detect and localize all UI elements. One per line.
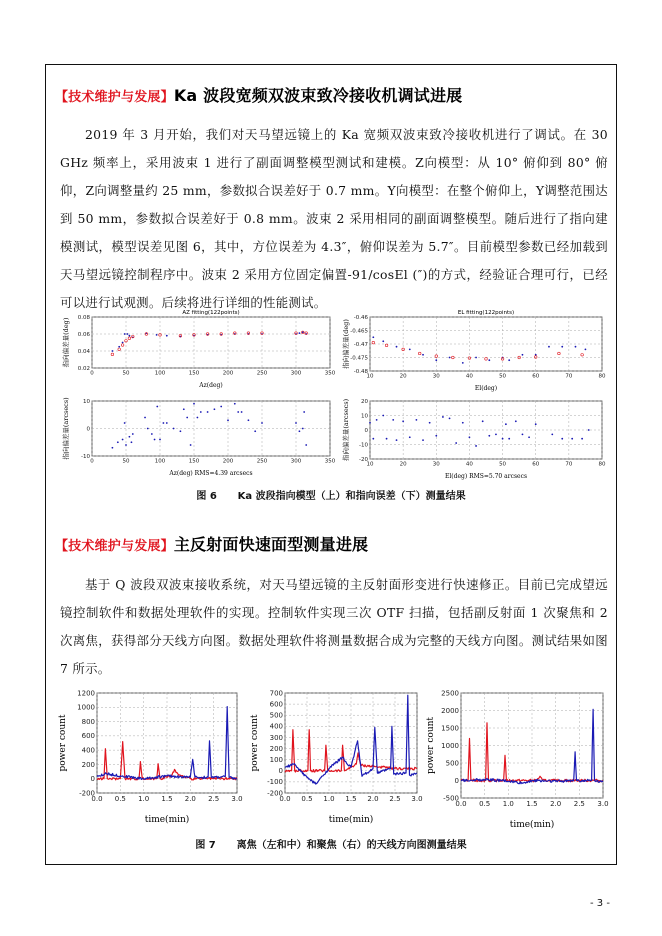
svg-text:200: 200 [222, 370, 234, 377]
svg-text:-10: -10 [81, 453, 90, 460]
svg-text:AZ fitting(122points): AZ fitting(122points) [182, 310, 240, 316]
chart-defocus-left [55, 685, 247, 825]
svg-text:800: 800 [81, 717, 95, 726]
chart-az-fitting [60, 305, 338, 390]
svg-text:80: 80 [598, 373, 606, 380]
svg-text:600: 600 [269, 700, 283, 709]
svg-text:1500: 1500 [441, 724, 459, 733]
svg-text:3.0: 3.0 [411, 795, 423, 803]
svg-text:EL fitting(122points): EL fitting(122points) [457, 310, 515, 316]
svg-text:2.5: 2.5 [208, 795, 220, 803]
svg-text:0.08: 0.08 [77, 314, 90, 321]
svg-text:1000: 1000 [77, 703, 95, 712]
svg-text:2500: 2500 [441, 689, 459, 698]
svg-text:time(min): time(min) [328, 815, 374, 825]
svg-text:-20: -20 [359, 456, 368, 463]
svg-text:30: 30 [432, 373, 440, 380]
svg-text:0.5: 0.5 [301, 795, 313, 803]
chart-defocus-middle [247, 685, 425, 825]
svg-text:0: 0 [86, 426, 90, 433]
svg-text:300: 300 [269, 733, 283, 742]
chart-el-fitting [340, 305, 610, 393]
svg-text:-100: -100 [267, 778, 283, 787]
svg-text:-0.47: -0.47 [353, 341, 368, 348]
svg-text:0: 0 [454, 776, 459, 785]
svg-text:指向偏差量(arcsecs): 指向偏差量(arcsecs) [342, 398, 350, 462]
svg-text:1200: 1200 [77, 689, 95, 698]
svg-text:0.0: 0.0 [279, 795, 291, 803]
svg-text:-10: -10 [359, 442, 368, 449]
section1-heading [55, 83, 462, 106]
svg-text:1.0: 1.0 [323, 795, 335, 803]
svg-text:0.5: 0.5 [114, 795, 126, 803]
svg-text:20: 20 [399, 373, 407, 380]
svg-text:30: 30 [432, 461, 440, 468]
svg-text:60: 60 [532, 373, 540, 380]
svg-text:600: 600 [81, 732, 95, 741]
svg-text:power count: power count [250, 714, 260, 772]
figure7-caption: 图 7 离焦（左和中）和聚焦（右）的天线方向图测量结果 [195, 840, 467, 851]
svg-text:300: 300 [290, 458, 302, 465]
svg-text:0: 0 [90, 775, 95, 784]
section2-paragraph: 基于 Q 波段双波束接收系统，对天马望远镜的主反射面形变进行快速修正。目前已完成望远镜控制软件和数据处理软件的实现。控制软件实现三次 OTF 扫描，包括副反射面 1 次聚焦和 2 次离焦，获得部分天线方向图。数据处理软件将测量数据合成为完整的天线方向图。测试结果如图 7 所示。 [60, 577, 608, 676]
svg-text:power count: power count [426, 716, 436, 775]
svg-text:150: 150 [188, 458, 200, 465]
svg-text:3.0: 3.0 [231, 795, 243, 803]
svg-text:10: 10 [366, 373, 374, 380]
svg-text:70: 70 [565, 461, 573, 468]
svg-text:time(min): time(min) [144, 815, 190, 825]
section2-heading [55, 532, 368, 555]
svg-text:10: 10 [366, 461, 374, 468]
svg-text:250: 250 [256, 458, 268, 465]
svg-text:400: 400 [269, 722, 283, 731]
svg-text:2.0: 2.0 [550, 800, 562, 808]
svg-text:2.5: 2.5 [389, 795, 401, 803]
svg-text:10: 10 [361, 413, 368, 420]
svg-text:Az(deg): Az(deg) [199, 382, 223, 389]
svg-text:50: 50 [122, 370, 130, 377]
svg-text:1.5: 1.5 [526, 800, 538, 808]
svg-text:-200: -200 [267, 789, 283, 798]
svg-text:50: 50 [122, 458, 130, 465]
svg-text:0: 0 [90, 458, 94, 465]
chart-focus-right [423, 685, 613, 830]
svg-text:2.0: 2.0 [367, 795, 379, 803]
svg-text:1.5: 1.5 [345, 795, 357, 803]
svg-text:350: 350 [324, 370, 336, 377]
svg-text:-0.465: -0.465 [350, 328, 368, 335]
svg-text:-0.46: -0.46 [353, 314, 368, 321]
svg-text:El(deg) RMS=5.70 arcsecs: El(deg) RMS=5.70 arcsecs [444, 473, 528, 480]
svg-text:350: 350 [324, 458, 336, 465]
page-number: - 3 - [590, 898, 610, 909]
svg-text:-200: -200 [79, 789, 95, 798]
svg-text:0.0: 0.0 [455, 800, 467, 808]
svg-text:指向偏差量(arcsecs): 指向偏差量(arcsecs) [62, 397, 70, 460]
svg-text:500: 500 [269, 711, 283, 720]
svg-text:100: 100 [269, 756, 283, 764]
svg-text:time(min): time(min) [509, 820, 555, 830]
svg-text:1.0: 1.0 [138, 795, 150, 803]
svg-text:200: 200 [81, 760, 95, 769]
svg-text:-0.48: -0.48 [353, 368, 368, 375]
figure6-caption: 图 6 Ka 波段指向模型（上）和指向误差（下）测量结果 [196, 491, 466, 502]
section2-title: 主反射面快速面型测量进展 [173, 535, 369, 554]
svg-text:1000: 1000 [441, 741, 459, 750]
svg-text:0: 0 [90, 370, 94, 377]
svg-text:3.0: 3.0 [597, 800, 609, 808]
section2-tag: 【技术维护与发展】 [55, 539, 174, 554]
section1-paragraph: 2019 年 3 月开始，我们对天马望远镜上的 Ka 宽频双波束致冷接收机进行了调试。在 30 GHz 频率上，采用波束 1 进行了副面调整模型测试和建模。Z向模型：从 10° 俯仰到 80° 俯仰，Z向调整量约 25 mm，参数拟合误差好于 0.7 mm。Y向模型：在整个俯仰上，Y调整范围达到 50 mm，参数拟合误差好于 0.8 mm。波束 2 采用相同的副面调整模型。随后进行了指向建模测试，模型误差见图 6，其中，方位误差为 4.3″，俯仰误差为 5.7″。目前模型参数已经加载到天马望远镜控制程序中。波束 2 采用方位固定偏置-91/cosEl (″)的方式，经验证合理可行，已经可以进行试观测。后续将进行详细的性能测试。 [60, 127, 608, 310]
svg-text:2.5: 2.5 [573, 800, 585, 808]
svg-text:El(deg): El(deg) [474, 385, 498, 392]
chart-az-residual [60, 393, 338, 478]
svg-text:200: 200 [222, 458, 234, 465]
svg-text:0.0: 0.0 [91, 795, 103, 803]
svg-text:指向偏差量(deg): 指向偏差量(deg) [62, 317, 70, 368]
svg-text:0: 0 [364, 427, 368, 434]
svg-text:40: 40 [465, 373, 473, 380]
svg-text:20: 20 [361, 398, 368, 405]
svg-text:-0.475: -0.475 [350, 355, 368, 362]
svg-text:300: 300 [290, 370, 302, 377]
svg-text:2000: 2000 [441, 706, 459, 715]
svg-text:150: 150 [188, 370, 200, 377]
svg-text:0.5: 0.5 [479, 800, 491, 808]
svg-text:20: 20 [399, 461, 407, 468]
svg-text:0: 0 [278, 767, 283, 776]
section1-title: Ka 波段宽频双波束致冷接收机调试进展 [173, 86, 463, 105]
svg-text:Az(deg) RMS=4.39 arcsecs: Az(deg) RMS=4.39 arcsecs [169, 470, 253, 477]
svg-text:400: 400 [81, 746, 95, 755]
svg-text:power count: power count [58, 714, 68, 772]
svg-text:指向偏差量(deg): 指向偏差量(deg) [342, 319, 350, 369]
svg-text:-500: -500 [443, 794, 459, 803]
svg-text:250: 250 [256, 370, 268, 377]
svg-text:1.5: 1.5 [161, 795, 173, 803]
svg-text:700: 700 [269, 689, 283, 698]
svg-text:200: 200 [269, 744, 283, 753]
svg-text:100: 100 [154, 458, 166, 465]
svg-text:50: 50 [499, 461, 507, 468]
section1-tag: 【技术维护与发展】 [55, 90, 174, 105]
svg-text:70: 70 [565, 373, 573, 380]
svg-text:50: 50 [499, 373, 507, 380]
svg-text:1.0: 1.0 [502, 800, 514, 808]
svg-text:40: 40 [465, 461, 473, 468]
chart-el-residual [340, 393, 610, 481]
svg-text:60: 60 [532, 461, 540, 468]
svg-text:100: 100 [154, 370, 166, 377]
svg-text:10: 10 [83, 398, 90, 405]
svg-text:80: 80 [598, 461, 606, 468]
svg-text:2.0: 2.0 [184, 795, 196, 803]
svg-text:0.02: 0.02 [77, 365, 90, 372]
svg-text:0.06: 0.06 [77, 331, 90, 338]
svg-text:500: 500 [445, 759, 459, 768]
svg-text:0.04: 0.04 [77, 348, 90, 355]
